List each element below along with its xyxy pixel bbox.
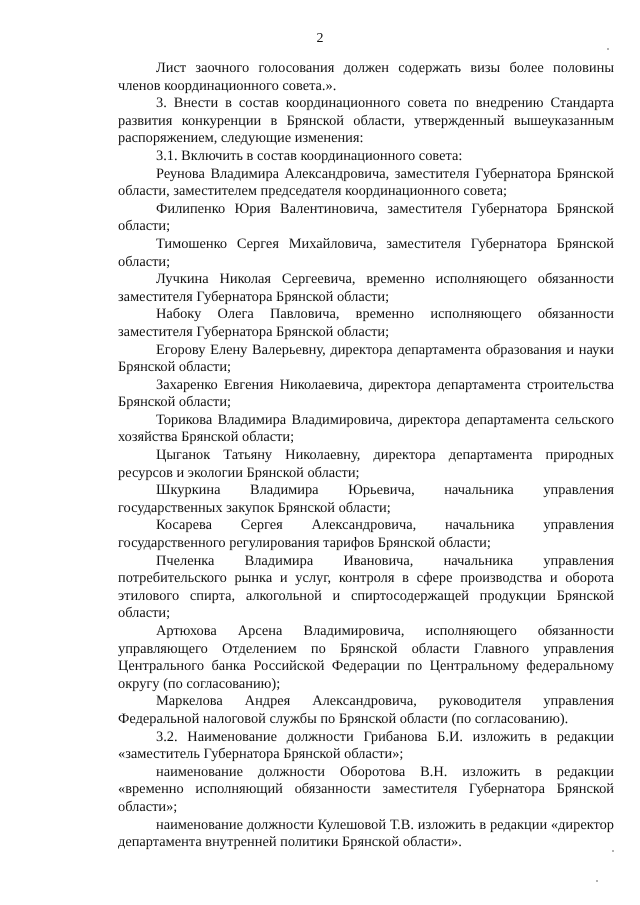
scan-speck xyxy=(607,48,609,50)
document-body xyxy=(118,60,614,852)
paragraph-member-torikov: Торикова Владимира Владимировича, директора департамента сельского хозяйства Брянской области; xyxy=(118,411,614,446)
paragraph-rename-oborotov: наименование должности Оборотова В.Н. изложить в редакции «временно исполняющий обязанности заместителя Губернатора Брянской области»; xyxy=(118,763,614,815)
paragraph-member-timoshenko: Тимошенко Сергея Михайловича, заместителя Губернатора Брянской области; xyxy=(118,235,614,270)
paragraph-voting-sheet: Лист заочного голосования должен содержать визы более половины членов координационного совета.». xyxy=(118,60,614,94)
paragraph-member-artyukhov: Артюхова Арсена Владимировича, исполняющего обязанности управляющего Отделением по Брянской области Главного управления Центрального банка Российской Федерации по Центральному федеральному округу (по согласованию); xyxy=(118,623,614,692)
paragraph-rename-kuleshova: наименование должности Кулешовой Т.В. изложить в редакции «директор департамента внутренней политики Брянской области». xyxy=(118,816,614,851)
paragraph-member-zakharenko: Захаренко Евгения Николаевича, директора департамента строительства Брянской области; xyxy=(118,376,614,411)
paragraph-item-3-1: 3.1. Включить в состав координационного совета: xyxy=(156,147,463,164)
paragraph-member-egorova: Егорову Елену Валерьевну, директора департамента образования и науки Брянской области; xyxy=(118,341,614,376)
paragraph-item-3-2: 3.2. Наименование должности Грибанова Б.И. изложить в редакции «заместитель Губернатора Брянской области»; xyxy=(118,728,614,763)
paragraph-member-kosarev: Косарева Сергея Александровича, начальника управления государственного регулирования тарифов Брянской области; xyxy=(118,517,614,552)
page-number: 2 xyxy=(316,31,324,46)
paragraph-member-pchelenok: Пчеленка Владимира Ивановича, начальника управления потребительского рынка и услуг, контроля в сфере производства и оборота этилового спирта, алкогольной и спиртосодержащей продукции Брянской области; xyxy=(118,552,614,622)
paragraph-member-tsyganok: Цыганок Татьяну Николаевну, директора департамента природных ресурсов и экологии Брянской области; xyxy=(118,447,614,481)
paragraph-member-luchkin: Лучкина Николая Сергеевича, временно исполняющего обязанности заместителя Губернатора Брянской области; xyxy=(118,271,614,305)
scan-speck xyxy=(596,880,598,882)
paragraph-member-markelov: Маркелова Андрея Александровича, руководителя управления Федеральной налоговой службы по Брянской области (по согласованию). xyxy=(118,693,614,727)
scan-speck xyxy=(612,850,614,852)
paragraph-member-shkurkin: Шкуркина Владимира Юрьевича, начальника управления государственных закупок Брянской области; xyxy=(118,482,614,516)
paragraph-member-reunov: Реунова Владимира Александровича, заместителя Губернатора Брянской области, заместителем председателя координационного совета; xyxy=(118,165,614,200)
paragraph-item-3: 3. Внести в состав координационного совета по внедрению Стандарта развития конкуренции в Брянской области, утвержденный вышеуказанным распоряжением, следующие изменения: xyxy=(118,95,614,147)
paragraph-member-naboka: Набоку Олега Павловича, временно исполняющего обязанности заместителя Губернатора Брянской области; xyxy=(118,306,614,340)
paragraph-member-filipenko: Филипенко Юрия Валентиновича, заместителя Губернатора Брянской области; xyxy=(118,200,614,235)
